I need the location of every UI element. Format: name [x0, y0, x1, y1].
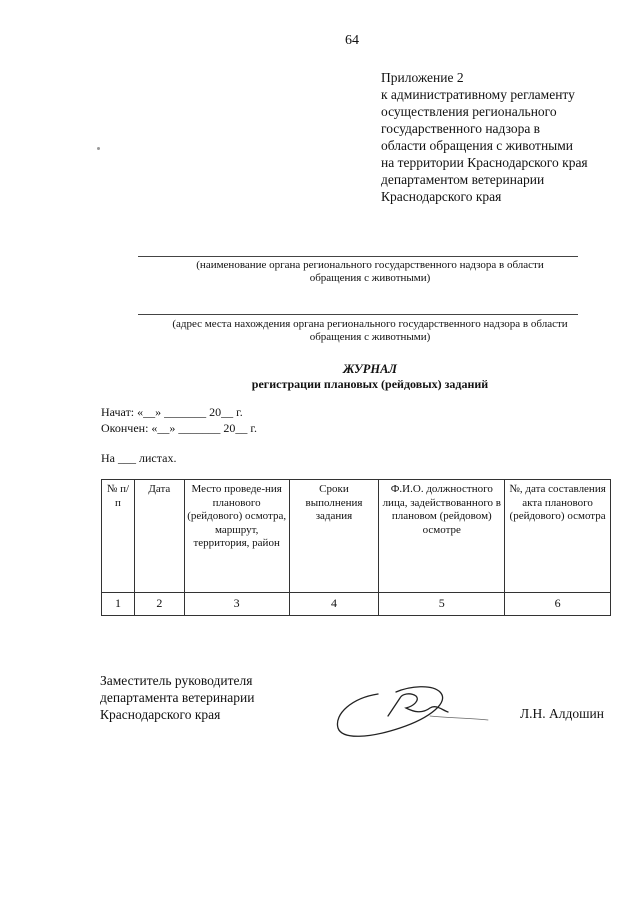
position-line: Заместитель руководителя [100, 673, 253, 688]
signer-name: Л.Н. Алдошин [520, 706, 604, 721]
organ-address-caption [110, 318, 630, 344]
position-line: департамента ветеринарии [100, 690, 255, 705]
number-cell: 3 [184, 593, 289, 616]
handwritten-signature [330, 676, 495, 746]
page-number: 64 [345, 33, 359, 48]
appendix-line: на территории Краснодарского края [381, 155, 588, 170]
journal-title-block [110, 362, 630, 392]
organ-name-line [138, 256, 578, 257]
table-number-row [102, 593, 611, 616]
appendix-line: области обращения с животными [381, 138, 574, 153]
caption-line: обращения с животными) [309, 331, 431, 343]
appendix-line: департаментом ветеринарии [381, 172, 545, 187]
number-cell: 1 [102, 593, 135, 616]
number-cell: 6 [505, 593, 611, 616]
number-cell: 5 [379, 593, 505, 616]
number-cell: 4 [289, 593, 379, 616]
signature-position [100, 672, 254, 723]
caption-line: (наименование органа регионального государственного надзора в области [196, 259, 544, 271]
caption-line: (адрес места нахождения органа регионального государственного надзора в области [172, 318, 568, 330]
header-cell: Место проведе-ния планового (рейдового) осмотра, маршрут, территория, район [184, 480, 289, 593]
scan-speck [97, 147, 100, 150]
appendix-line: Краснодарского края [381, 189, 502, 204]
journal-subtitle: регистрации плановых (рейдовых) заданий [251, 377, 489, 391]
appendix-line: государственного надзора в [381, 121, 541, 136]
journal-finished: Окончен: «__» _______ 20__ г. [101, 421, 257, 435]
journal-started: Начат: «__» _______ 20__ г. [101, 405, 243, 419]
organ-address-line [138, 314, 578, 315]
appendix-line: к административному регламенту [381, 87, 575, 102]
appendix-line: осуществления регионального [381, 104, 557, 119]
table-header-row [102, 480, 611, 593]
appendix-header [381, 69, 631, 205]
organ-name-caption [110, 259, 630, 285]
journal-table [101, 479, 611, 616]
number-cell: 2 [134, 593, 184, 616]
position-line: Краснодарского края [100, 707, 221, 722]
header-cell: №, дата составления акта планового (рейдового) осмотра [505, 480, 611, 593]
header-cell: Ф.И.О. должностного лица, задействованного в плановом (рейдовом) осмотре [379, 480, 505, 593]
journal-title: ЖУРНАЛ [342, 362, 398, 376]
header-cell: № п/п [102, 480, 135, 593]
header-cell: Дата [134, 480, 184, 593]
header-cell: Сроки выполнения задания [289, 480, 379, 593]
caption-line: обращения с животными) [309, 272, 431, 284]
journal-sheets: На ___ листах. [101, 451, 177, 465]
appendix-line: Приложение 2 [381, 70, 464, 85]
